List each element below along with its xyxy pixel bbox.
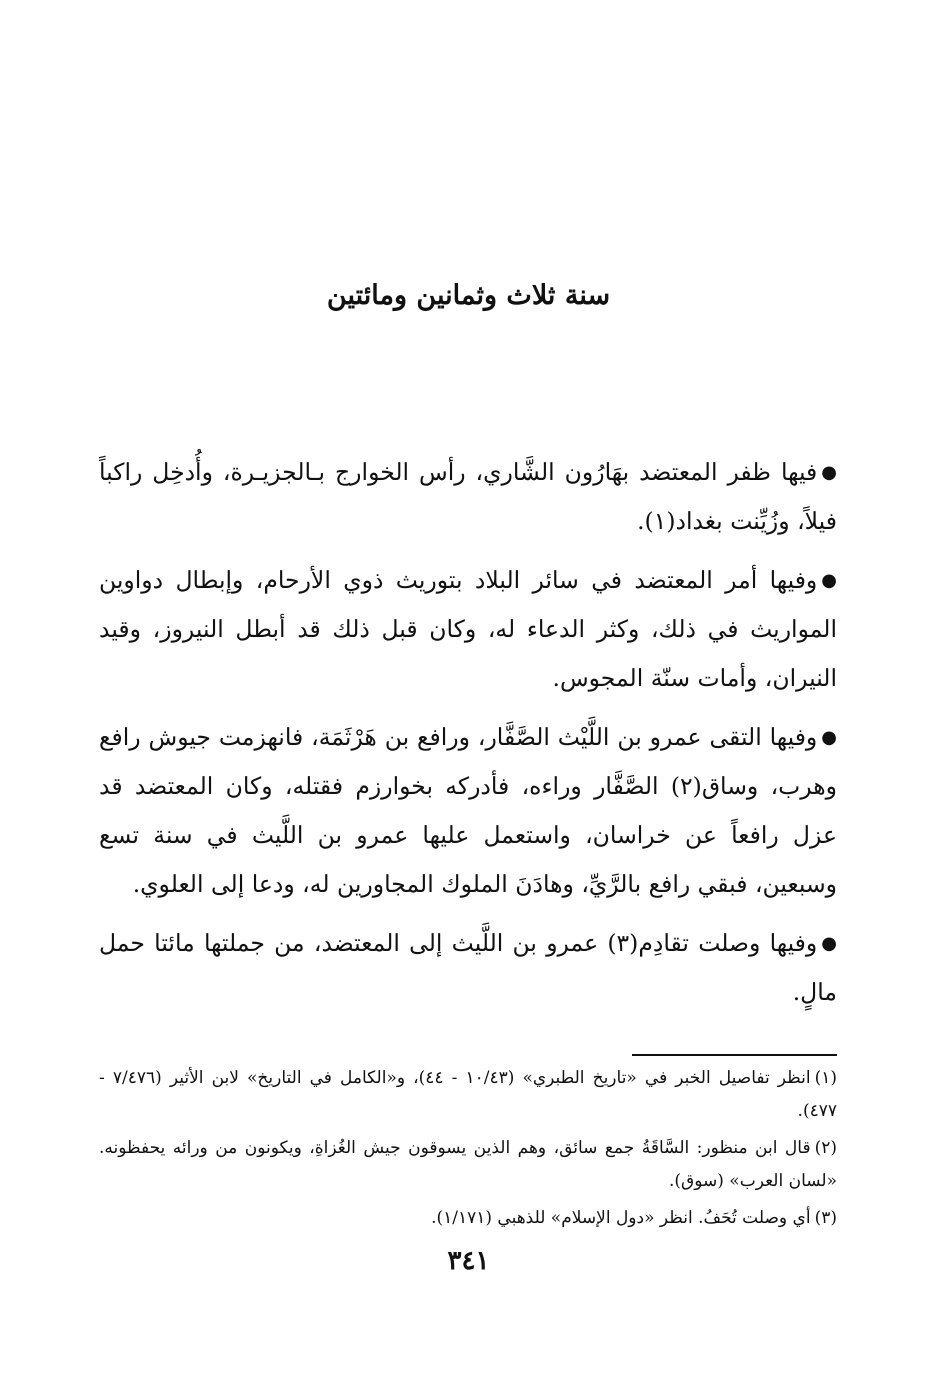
footnote-divider <box>632 1054 837 1056</box>
paragraph-text: وفيها التقى عمرو بن اللَّيْث الصَّفَّار، ورافع بن هَرْثَمَة، فانهزمت جيوش رافع وهرب، وساق(٢) الصَّفَّار وراءه، فأدركه بخوارزم فقتله، وكان المعتضد قد عزل رافعاً عن خراسان، واستعمل عليها عمرو بن اللَّيث في سنة تسع وسبعين، فبقي رافع بالرَّيِّ، وهادَنَ الملوك المجاورين له، ودعا إلى العلوي. <box>99 723 837 898</box>
footnote <box>99 1132 837 1198</box>
footnote-text: انظر تفاصيل الخبر في «تاريخ الطبري» (١٠/٤٣ - ٤٤)، و«الكامل في التاريخ» لابن الأثير (٧/٤٧٦ - ٤٧٧). <box>99 1068 837 1121</box>
chapter-heading: سنة ثلاث وثمانين ومائتين <box>326 280 611 311</box>
footnote-text: قال ابن منظور: السَّاقَةُ جمع سائق، وهم الذين يسوقون جيش الغُزاةِ، ويكونون من ورائه يحفظونه. «لسان العرب» (سوق). <box>99 1138 837 1191</box>
bullet-icon: ● <box>821 933 837 954</box>
paragraph-text: فيها ظفر المعتضد بهَارُون الشَّاري، رأس الخوارج بـالجزيـرة، وأُدخِل راكباً فيلاً، وزُيِّنت بغداد(١). <box>99 458 837 535</box>
footnote-number: (٢) <box>814 1138 837 1158</box>
page-number: ٣٤١ <box>447 1246 490 1276</box>
bullet-icon: ● <box>821 462 837 483</box>
footnote-number: (١) <box>814 1068 837 1088</box>
footnote <box>99 1062 837 1128</box>
paragraph-text: وفيها وصلت تقادِم(٣) عمرو بن اللَّيث إلى المعتضد، من جملتها مائتا حمل مالٍ. <box>99 929 837 1006</box>
footnotes-section <box>99 1054 837 1239</box>
bullet-icon: ● <box>821 727 837 748</box>
paragraph <box>99 919 837 1017</box>
footnote-number: (٣) <box>814 1208 837 1228</box>
paragraph <box>99 713 837 909</box>
footnote-text: أي وصلت تُحَفُ. انظر «دول الإسلام» للذهبي (١/١٧١). <box>431 1208 811 1228</box>
paragraph <box>99 448 837 546</box>
footnote <box>99 1202 837 1235</box>
body-text <box>99 448 837 1027</box>
paragraph-text: وفيها أمر المعتضد في سائر البلاد بتوريث ذوي الأرحام، وإبطال دواوين المواريث في ذلك، وكثر الدعاء له، وكان قبل ذلك قد أبطل النيروز، وقيد النيران، وأمات سنّة المجوس. <box>99 566 837 692</box>
bullet-icon: ● <box>821 570 837 591</box>
paragraph <box>99 556 837 703</box>
